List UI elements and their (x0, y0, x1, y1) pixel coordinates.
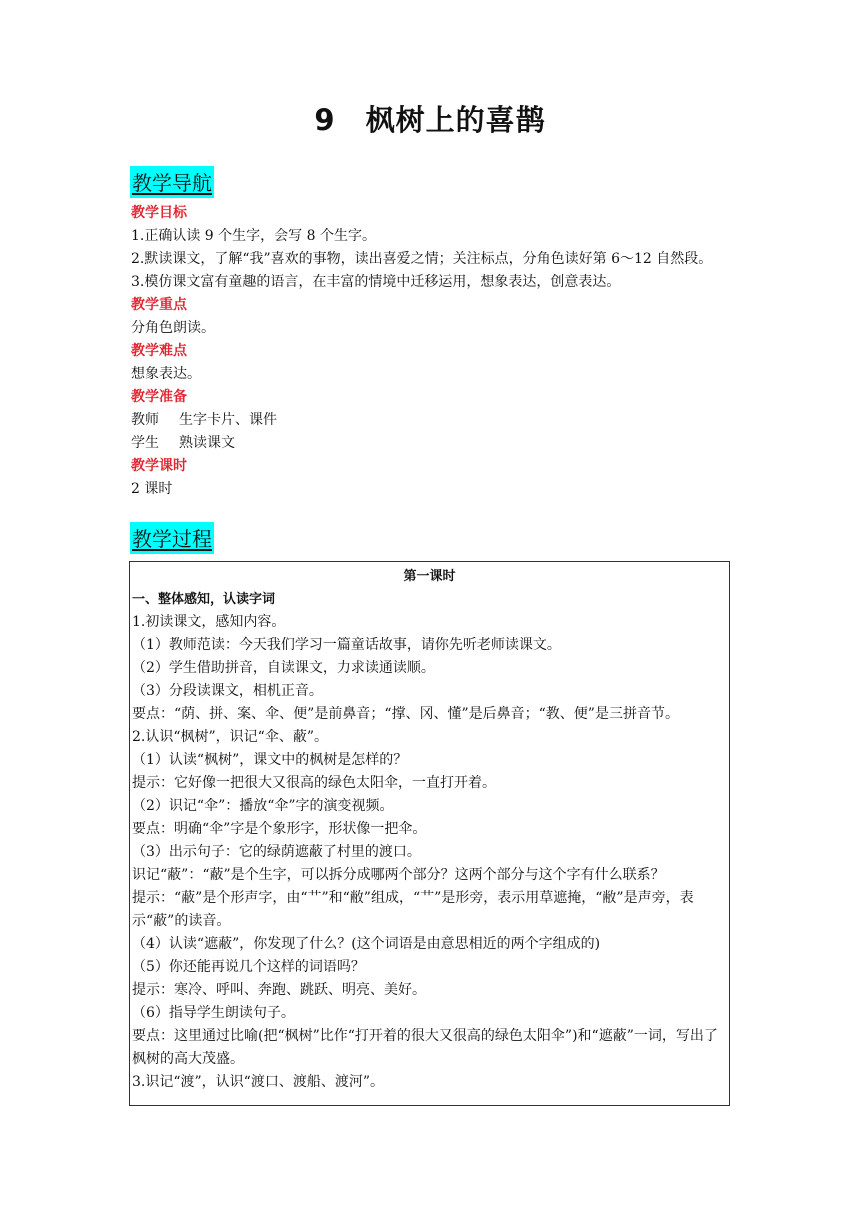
teaching-nav (131, 202, 735, 501)
process-line: 3.识记“渡”，认识“渡口、渡船、渡河”。 (132, 1074, 384, 1090)
lesson-number: 9 (314, 103, 336, 137)
process-line: 提示：“蔽”是个形声字，由“艹”和“敝”组成，“艹”是形旁，表示用草遮掩，“敝”是声旁，表示“蔽”的读音。 (132, 890, 694, 929)
process-line: （6）指导学生朗读句子。 (132, 1005, 295, 1021)
key-label: 教学重点 (131, 297, 187, 313)
lesson-title-cell: 第一课时 (403, 569, 456, 584)
goal-item: 2.默读课文，了解“我”喜欢的事物，读出喜爱之情；关注标点，分角色读好第 6～12 自然段。 (131, 251, 713, 267)
goals-label: 教学目标 (131, 205, 187, 221)
hours-label: 教学课时 (131, 458, 187, 474)
goal-item: 3.模仿课文富有童趣的语言，在丰富的情境中迁移运用，想象表达，创意表达。 (131, 274, 621, 290)
process-line: （1）认读“枫树”，课文中的枫树是怎样的？ (132, 752, 408, 768)
page-title (0, 98, 860, 139)
prep-teacher-items: 生字卡片、课件 (179, 412, 277, 428)
difficulty-label: 教学难点 (131, 343, 187, 359)
lesson-table (129, 561, 730, 1106)
lesson-title: 枫树上的喜鹊 (365, 103, 546, 137)
process-line: （3）分段读课文，相机正音。 (132, 683, 323, 699)
prep-teacher-role: 教师 (131, 412, 159, 428)
process-line: 要点：这里通过比喻(把“枫树”比作“打开着的很大又很高的绿色太阳伞”)和“遮蔽”一词，写出了枫树的高大茂盛。 (132, 1028, 718, 1067)
prep-teacher (131, 409, 735, 432)
process-line: 提示：寒冷、呼叫、奔跑、跳跃、明亮、美好。 (132, 982, 426, 998)
process-line: 识记“蔽”：“蔽”是个生字，可以拆分成哪两个部分？这两个部分与这个字有什么联系？ (132, 867, 665, 883)
process-line: （4）认读“遮蔽”，你发现了什么？(这个词语是由意思相近的两个字组成的) (132, 936, 601, 952)
process-line: 2.认识“枫树”，识记“伞、蔽”。 (132, 729, 328, 745)
process-line: 提示：它好像一把很大又很高的绿色太阳伞，一直打开着。 (132, 775, 496, 791)
difficulty-text: 想象表达。 (131, 366, 201, 382)
prep-student-role: 学生 (131, 435, 159, 451)
process-line: （5）你还能再说几个这样的词语吗？ (132, 959, 365, 975)
process-line: 1.初读课文，感知内容。 (132, 614, 286, 630)
key-text: 分角色朗读。 (131, 320, 215, 336)
section-heading-process: 教学过程 (130, 522, 214, 554)
process-line: （2）学生借助拼音，自读课文，力求读通读顺。 (132, 660, 435, 676)
goal-item: 1.正确认读 9 个生字，会写 8 个生字。 (131, 228, 376, 244)
process-line: （3）出示句子：它的绿荫遮蔽了村里的渡口。 (132, 844, 421, 860)
section-heading-nav: 教学导航 (130, 166, 214, 198)
process-line: （2）识记“伞”：播放“伞”字的演变视频。 (132, 798, 394, 814)
process-line: （1）教师范读：今天我们学习一篇童话故事，请你先听老师读课文。 (132, 637, 561, 653)
prep-label: 教学准备 (131, 389, 187, 405)
prep-student-items: 熟读课文 (179, 435, 235, 451)
process-line: 要点：“荫、拼、案、伞、便”是前鼻音；“撑、冈、懂”是后鼻音；“教、便”是三拼音节。 (132, 706, 679, 722)
prep-student (131, 432, 735, 455)
process-line: 要点：明确“伞”字是个象形字，形状像一把伞。 (132, 821, 427, 837)
hours-text: 2 课时 (131, 481, 173, 497)
part-title: 一、整体感知，认读字词 (132, 592, 276, 607)
